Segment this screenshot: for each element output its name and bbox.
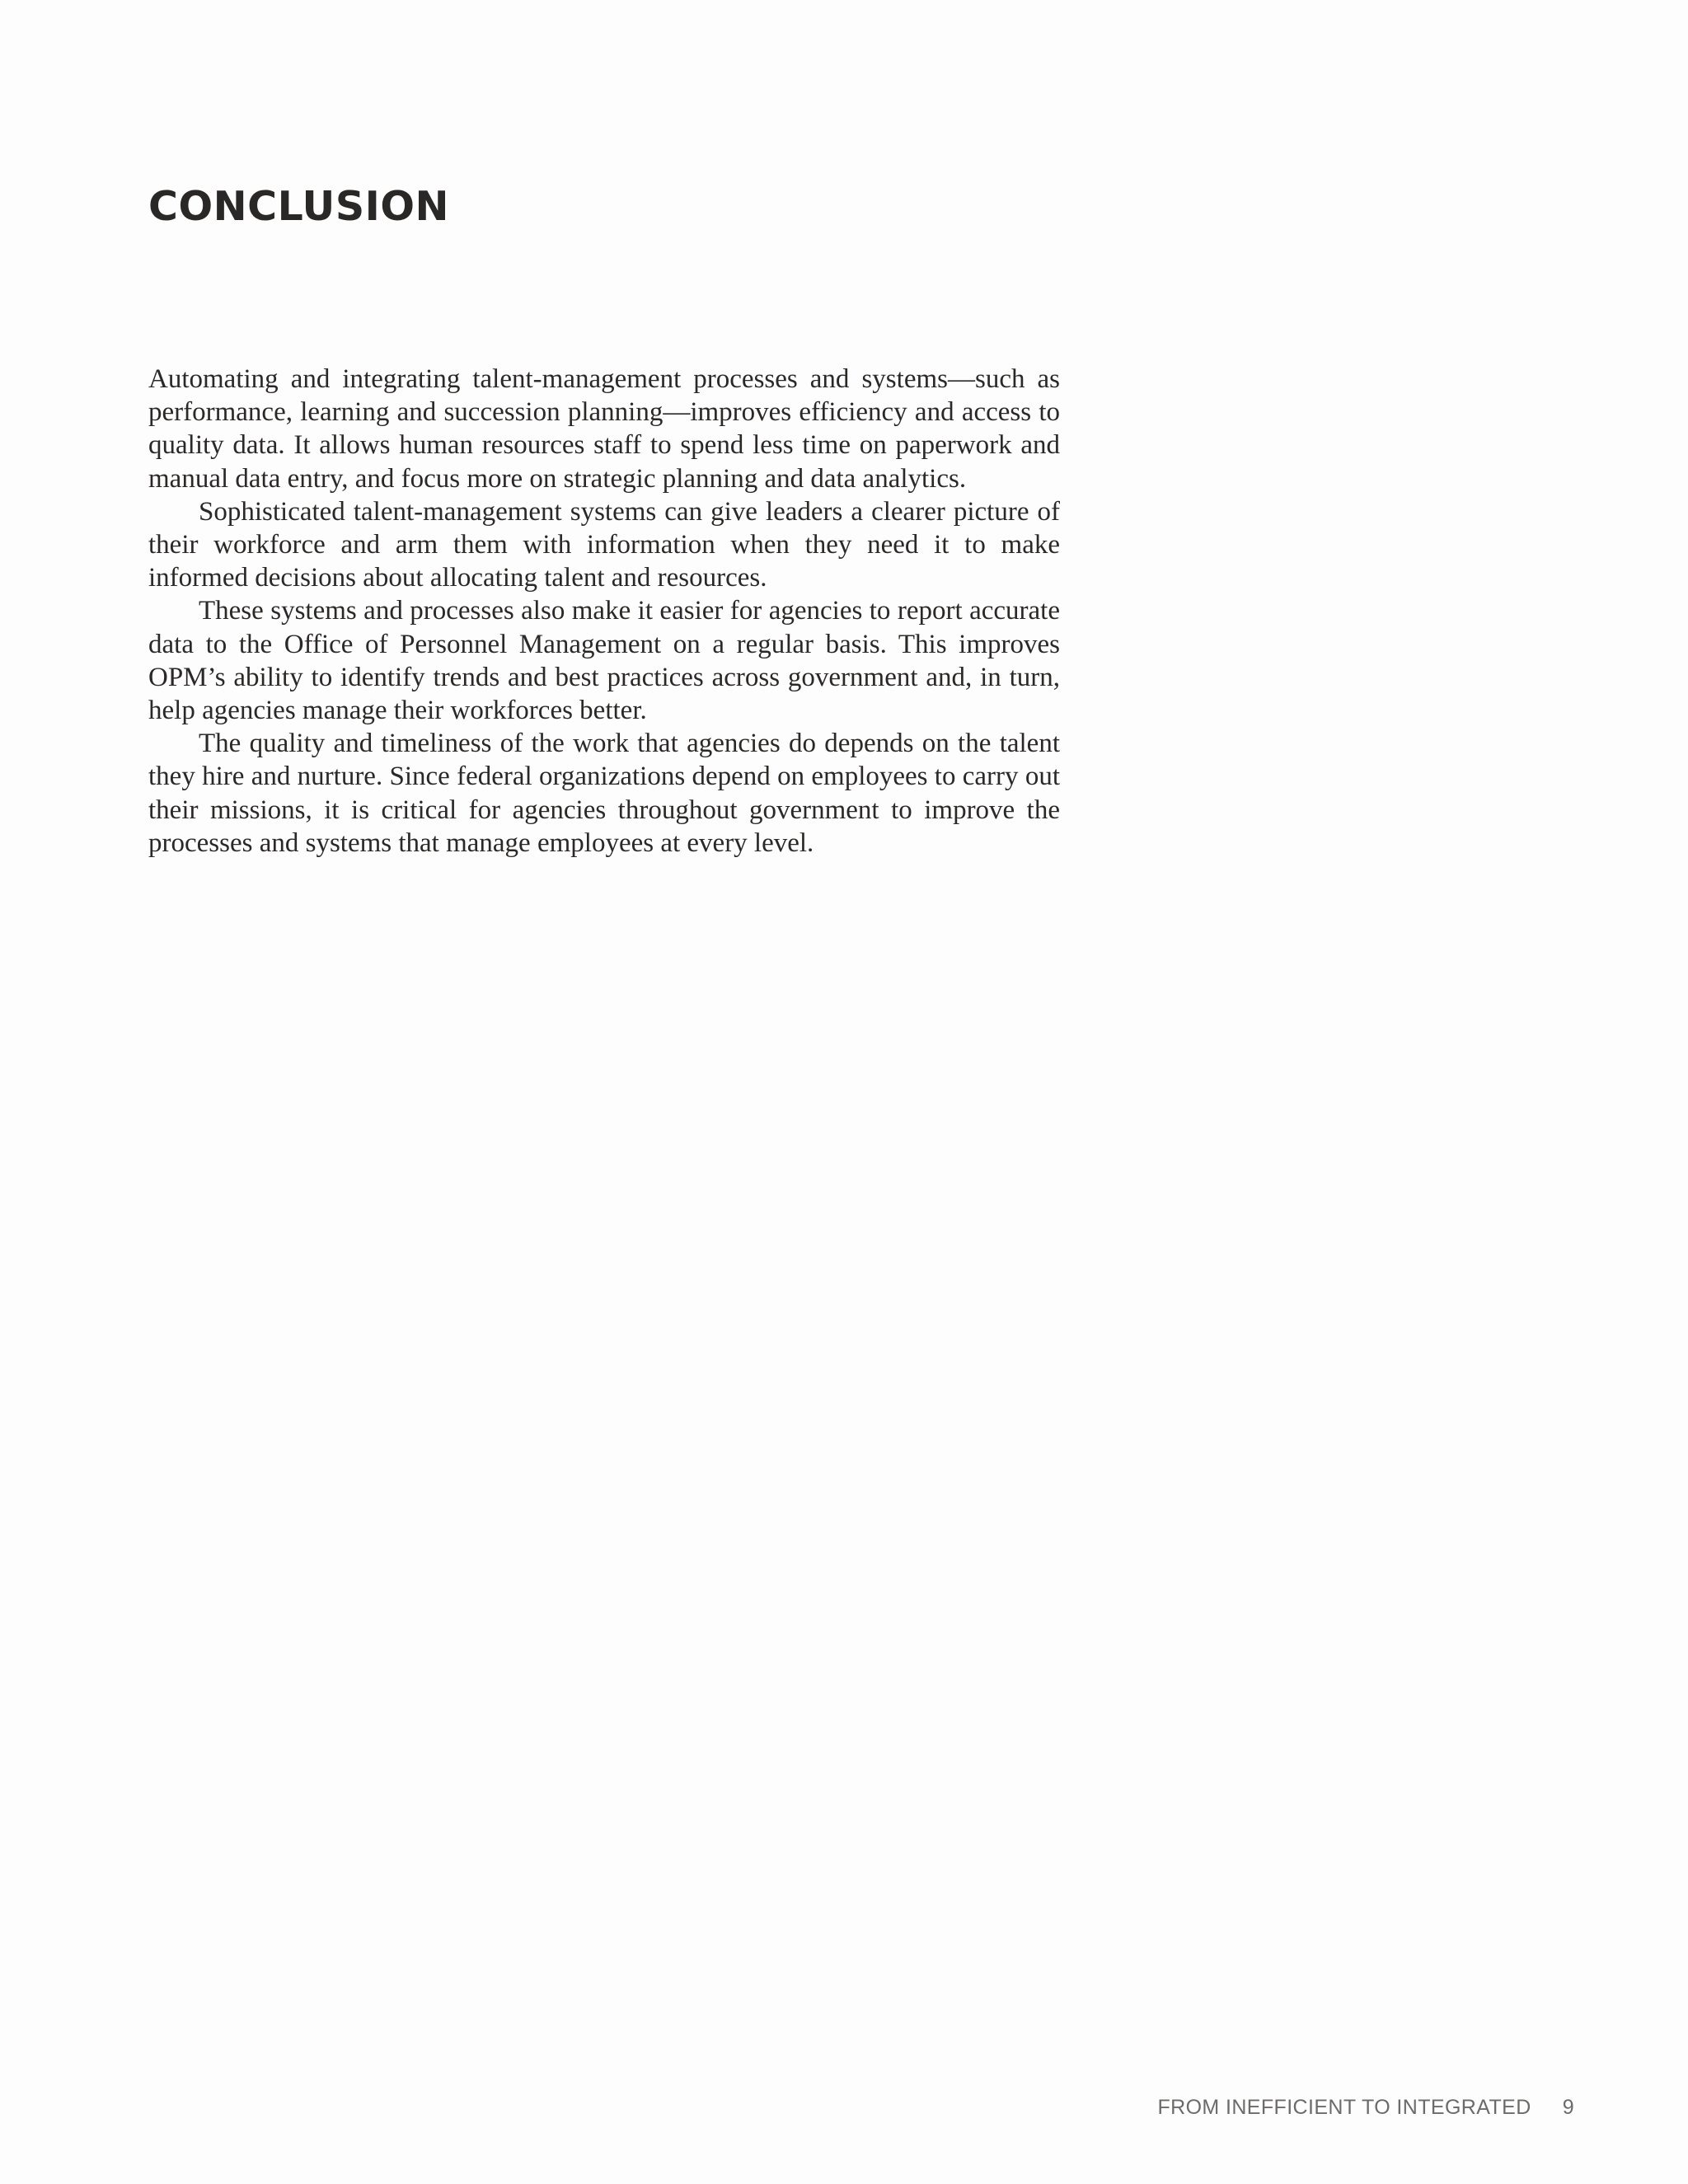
page-number: 9 [1562,2096,1574,2119]
paragraph: Automating and integrating talent-management processes and systems—such as performance, learning and succession planning—improves efficiency and access to quality data. It allows human resources staff to spend less time on paperwork and manual data entry, and focus more on strategic planning and data analytics. [148,364,1060,494]
running-title: FROM INEFFICIENT TO INTEGRATED [1157,2096,1531,2119]
paragraph: These systems and processes also make it easier for agencies to report accurate data to the Office of Personnel Management on a regular basis. This improves OPM’s ability to identify trends and best practices across government and, in turn, help agencies manage their workforces better. [148,596,1060,726]
body-text [148,363,1060,860]
page-footer [1157,2097,1574,2118]
paragraph: Sophisticated talent-management systems can give leaders a clearer picture of their workforce and arm them with information when they need it to make informed decisions about allocating talent and resources. [148,496,1060,593]
section-heading: CONCLUSION [148,183,450,230]
paragraph: The quality and timeliness of the work that agencies do depends on the talent they hire and nurture. Since federal organizations depend on employees to carry out their missions, it is critical for agencies throughout government to improve the processes and systems that manage employees at every level. [148,729,1060,858]
